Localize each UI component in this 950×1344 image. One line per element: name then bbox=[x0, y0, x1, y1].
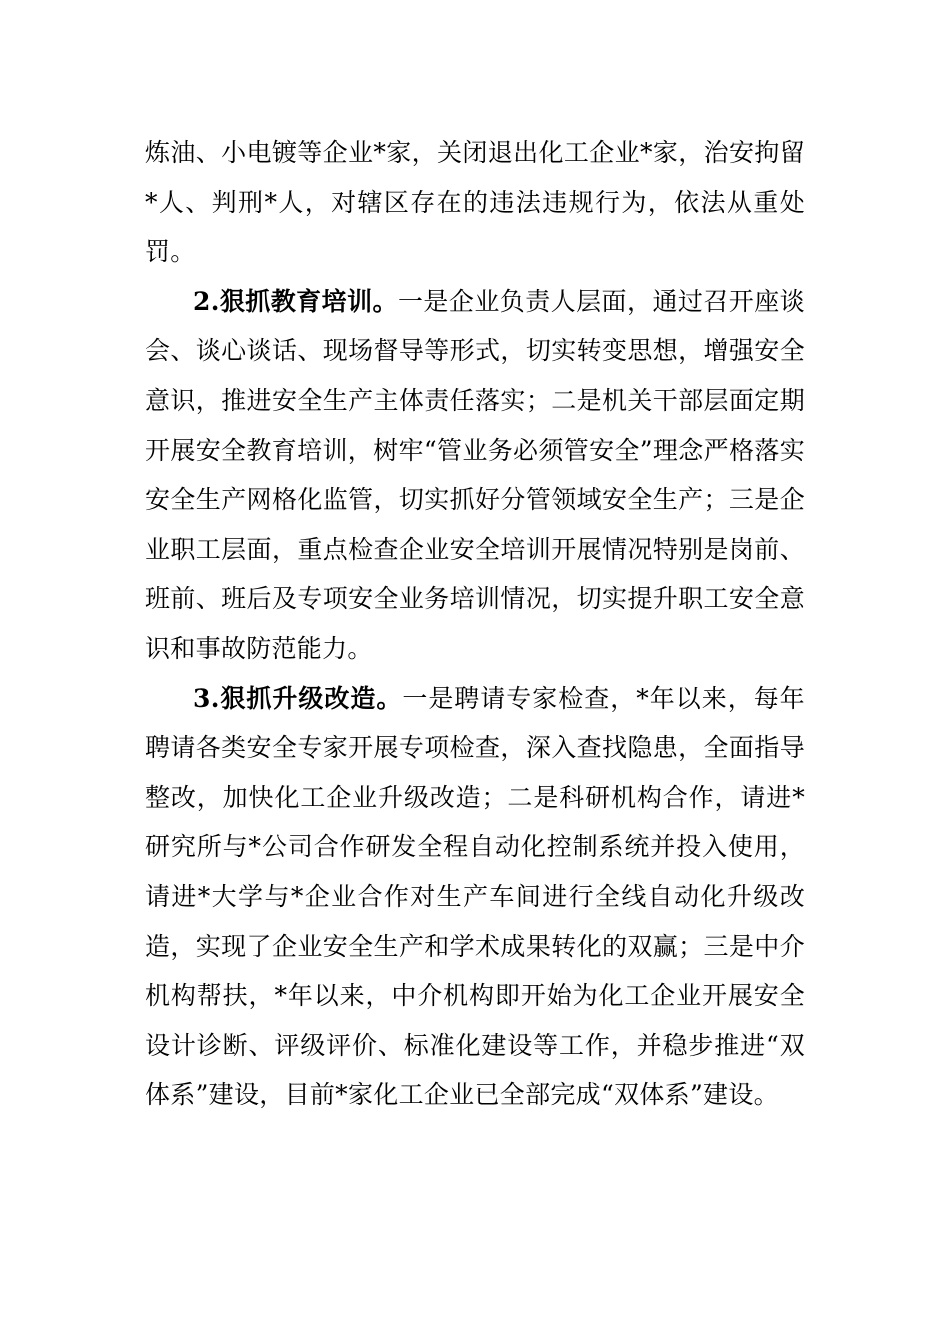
paragraph-body: 一是聘请专家检查，*年以来，每年聘请各类安全专家开展专项检查，深入查找隐患，全面指导整改，加快化工企业升级改造；二是科研机构合作，请进*研究所与*公司合作研发全程自动化控制系统并投入使用，请进*大学与*企业合作对生产车间进行全线自动化升级改造，实现了企业安全生产和学术成果转化的双赢；三是中介机构帮扶，*年以来，中介机构即开始为化工企业开展安全设计诊断、评级评价、标准化建设等工作，并稳步推进“双体系”建设，目前*家化工企业已全部完成“双体系”建设。 bbox=[145, 683, 805, 1110]
paragraph-education-training bbox=[145, 277, 805, 674]
paragraph-body: 一是企业负责人层面，通过召开座谈会、谈心谈话、现场督导等形式，切实转变思想，增强安全意识，推进安全生产主体责任落实；二是机关干部层面定期开展安全教育培训，树牢“管业务必须管安全”理念严格落实安全生产网格化监管，切实抓好分管领域安全生产；三是企业职工层面，重点检查企业安全培训开展情况特别是岗前、班前、班后及专项安全业务培训情况，切实提升职工安全意识和事故防范能力。 bbox=[145, 286, 805, 663]
paragraph-heading: 2.狠抓教育培训。 bbox=[193, 286, 398, 316]
paragraph-upgrade-renovation bbox=[145, 674, 805, 1120]
paragraph-body: 炼油、小电镀等企业*家，关闭退出化工企业*家，治安拘留*人、判刑*人，对辖区存在的违法违规行为，依法从重处罚。 bbox=[145, 138, 805, 267]
document-page bbox=[145, 128, 805, 1120]
paragraph-heading: 3.狠抓升级改造。 bbox=[193, 683, 403, 713]
paragraph-continuation bbox=[145, 128, 805, 277]
